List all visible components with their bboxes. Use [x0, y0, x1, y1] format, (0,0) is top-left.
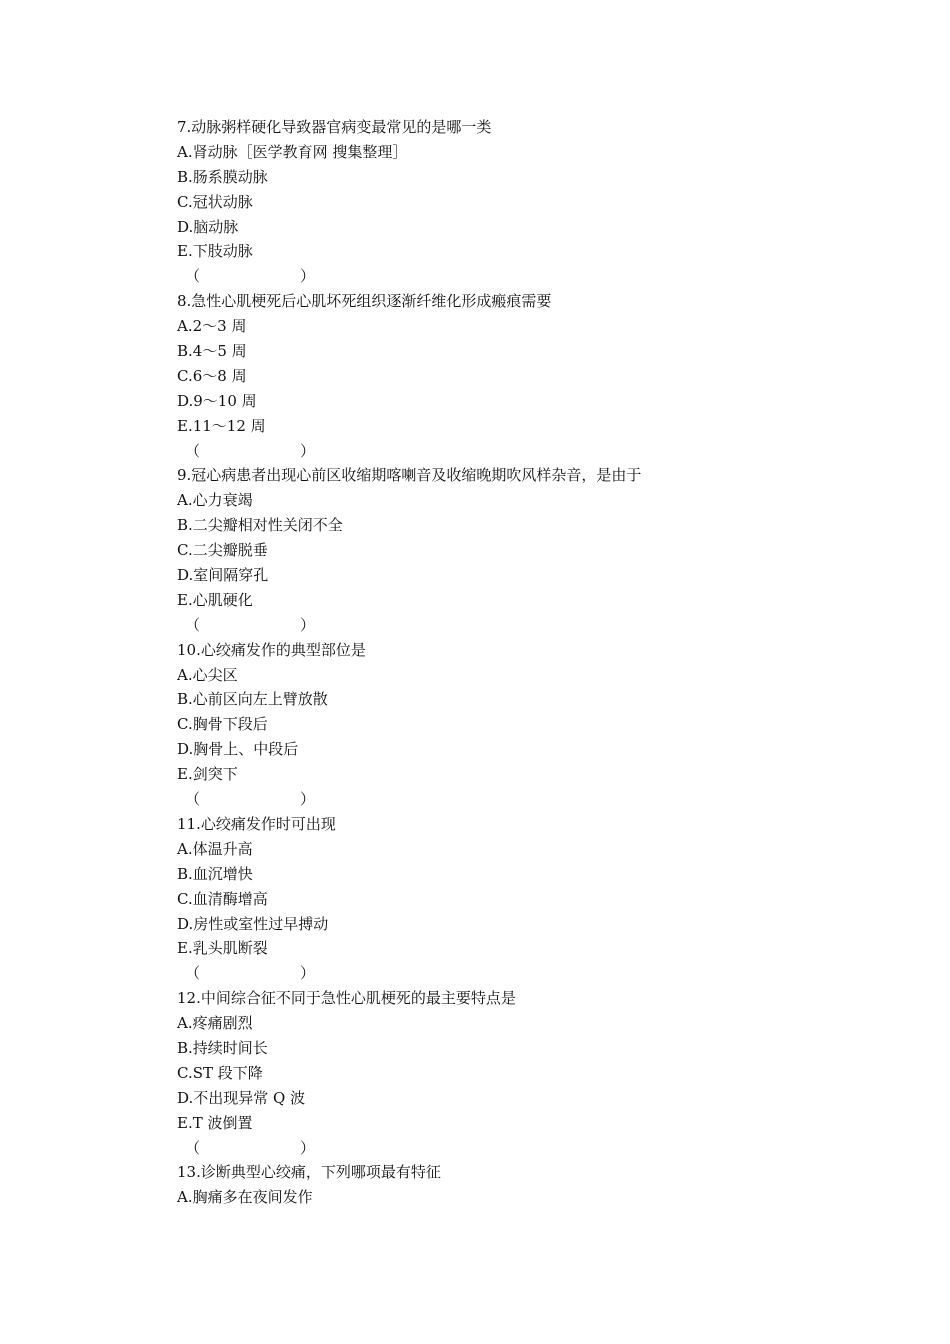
option-d: D.胸骨上、中段后	[177, 740, 299, 759]
blank-close: ）	[300, 1138, 316, 1157]
option-e: E.11～12 周	[177, 416, 266, 435]
question-8	[177, 289, 877, 463]
question-list	[177, 115, 877, 1210]
option-b: B.二尖瓣相对性关闭不全	[177, 516, 343, 535]
option-d: D.不出现异常 Q 波	[177, 1088, 306, 1107]
blank-open: （	[185, 615, 201, 634]
option-e: E.心肌硬化	[177, 590, 253, 609]
answer-blank	[177, 264, 877, 289]
option-a: A.2～3 周	[177, 317, 247, 336]
option-b: B.持续时间长	[177, 1038, 268, 1057]
blank-close: ）	[300, 267, 316, 286]
question-12	[177, 986, 877, 1160]
option-d: D.9～10 周	[177, 391, 257, 410]
option-e: E.下肢动脉	[177, 242, 253, 261]
blank-open: （	[185, 790, 201, 809]
option-c: C.二尖瓣脱垂	[177, 541, 268, 560]
option-c: C.胸骨下段后	[177, 715, 268, 734]
option-d: D.房性或室性过早搏动	[177, 914, 329, 933]
option-d: D.脑动脉	[177, 217, 239, 236]
answer-blank	[177, 787, 877, 812]
option-a: A.心力衰竭	[177, 491, 253, 510]
option-b: B.血沉增快	[177, 864, 253, 883]
option-a: A.疼痛剧烈	[177, 1014, 253, 1033]
question-11	[177, 812, 877, 986]
question-stem: 7.动脉粥样硬化导致器官病变最常见的是哪一类	[177, 118, 492, 136]
option-c: C.冠状动脉	[177, 192, 253, 211]
answer-blank	[177, 1136, 877, 1161]
option-e: E.乳头肌断裂	[177, 939, 268, 958]
option-b: B.心前区向左上臂放散	[177, 690, 328, 709]
question-10	[177, 638, 877, 812]
option-e: E.剑突下	[177, 765, 238, 784]
question-stem: 9.冠心病患者出现心前区收缩期喀喇音及收缩晚期吹风样杂音，是由于	[177, 466, 642, 485]
question-9	[177, 463, 877, 637]
answer-blank	[177, 613, 877, 638]
option-d: D.室间隔穿孔	[177, 566, 269, 585]
question-stem: 13.诊断典型心绞痛，下列哪项最有特征	[177, 1163, 441, 1182]
blank-open: （	[185, 441, 201, 460]
answer-blank	[177, 961, 877, 986]
option-b: B.4～5 周	[177, 342, 247, 361]
blank-open: （	[185, 964, 201, 983]
question-stem: 12.中间综合征不同于急性心肌梗死的最主要特点是	[177, 989, 516, 1008]
option-e: E.T 波倒置	[177, 1113, 253, 1132]
option-b: B.肠系膜动脉	[177, 167, 268, 186]
question-7	[177, 115, 877, 289]
blank-close: ）	[300, 964, 316, 983]
option-c: C.血清酶增高	[177, 889, 268, 908]
question-13	[177, 1160, 877, 1210]
blank-open: （	[185, 1138, 201, 1157]
question-stem: 8.急性心肌梗死后心肌坏死组织逐渐纤维化形成瘢痕需要	[177, 292, 552, 311]
question-stem: 11.心绞痛发作时可出现	[177, 814, 336, 833]
question-stem: 10.心绞痛发作的典型部位是	[177, 640, 366, 659]
blank-close: ）	[300, 790, 316, 809]
blank-open: （	[185, 267, 201, 286]
option-a: A.肾动脉［医学教育网 搜集整理］	[177, 142, 408, 161]
option-c: C.ST 段下降	[177, 1063, 263, 1082]
option-c: C.6～8 周	[177, 366, 247, 385]
option-a: A.体温升高	[177, 839, 253, 858]
option-a: A.心尖区	[177, 665, 238, 684]
answer-blank	[177, 439, 877, 464]
option-a: A.胸痛多在夜间发作	[177, 1188, 313, 1207]
blank-close: ）	[300, 615, 316, 634]
blank-close: ）	[300, 441, 316, 460]
